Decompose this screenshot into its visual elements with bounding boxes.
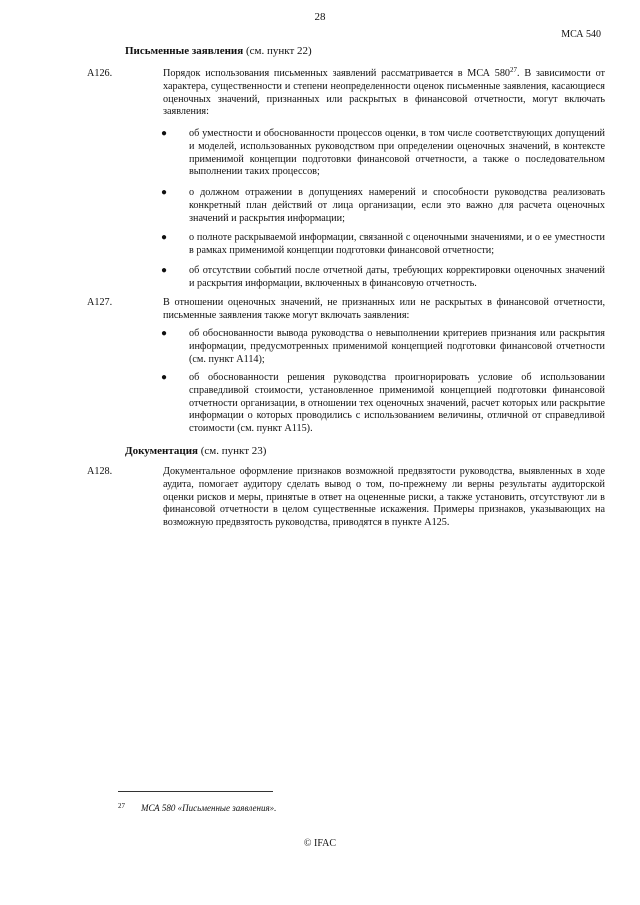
paragraph-number: А127. <box>87 297 113 308</box>
section-title: Документация <box>125 445 198 457</box>
list-item: ● об уместности и обоснованности процессов оценки, в том числе соответствующих допущений и моделей, использованных руководством при определении оценочных значений, в контексте применимой концепции подготовки финансовой отчетности, а также о последовательном выполнении таких процессов; <box>161 128 605 178</box>
section-ref: (см. пункт 23) <box>197 445 267 457</box>
paragraph-number: А128. <box>87 466 113 477</box>
paragraph-text: Порядок использования письменных заявлений рассматривается в МСА $580^{27}$. В зависимости от характера, существенности и степени неопределенности оценок письменные заявления, касающиеся оценочных значений, признанных или раскрытых в финансовой отчетности, могут включать заявления: <box>163 66 605 118</box>
list-item: ● о должном отражении в допущениях намерений и способности руководства реализовать конкретный план действий от лица организации, если это важно для расчета оценочных значений и раскрытия информации; <box>161 187 605 224</box>
bullet-icon: ● <box>161 232 168 243</box>
paragraph-a128 <box>87 466 605 530</box>
standard-code: МСА 540 <box>561 29 601 40</box>
footnote-text: МСА 580 «Письменные заявления». <box>141 803 277 813</box>
bullet-icon: ● <box>161 372 168 383</box>
footnote-divider <box>118 791 273 792</box>
bullet-icon: ● <box>161 187 168 198</box>
bullet-icon: ● <box>161 128 168 139</box>
list-item: ● об обоснованности вывода руководства о невыполнении критериев признания или раскрытия информации, предусмотренных применимой концепцией подготовки финансовой отчетности (см. пункт А114); <box>161 328 605 365</box>
section-ref: (см. пункт 22) <box>243 45 312 57</box>
list-item: ● об обоснованности решения руководства проигнорировать условие об использовании справедливой стоимости, установленное применимой концепцией подготовки финансовой отчетности организации, в отношении тех оценочных значений, расчет которых или раскрытие информации о которых проводились с использованием величины, отличной от справедливой стоимости (см. пункт А115). <box>161 372 605 435</box>
copyright-footer: © IFAC <box>303 838 337 849</box>
bullet-icon: ● <box>161 328 168 339</box>
paragraph-text: Документальное оформление признаков возможной предвзятости руководства, выявленных в ходе аудита, помогает аудитору сделать вывод о том, по-прежнему ли верны результаты аудиторской оценки рисков и меры, принятые в ответ на оцененные риски, а также установить, отсутствуют ли в финансовой отчетности в целом существенные искажения. Примеры признаков, указывающих на возможную предвзятость руководства, приводятся в пункте А125. <box>163 466 605 529</box>
footnote-ref: 27 <box>510 66 518 74</box>
section-heading-written-representations <box>125 45 312 58</box>
paragraph-a127 <box>87 297 605 323</box>
footnote-mark: 27 <box>118 802 125 810</box>
paragraph-a126 <box>87 66 605 119</box>
list-item: ● о полноте раскрываемой информации, связанной с оценочными значениями, и о ее уместности в рамках применимой концепции подготовки финансовой отчетности; <box>161 232 605 256</box>
paragraph-number: А126. <box>87 68 113 79</box>
bullet-icon: ● <box>161 265 168 276</box>
section-title: Письменные заявления <box>125 45 244 57</box>
page-number: 28 <box>314 11 326 23</box>
list-item: ● об отсутствии событий после отчетной даты, требующих корректировки оценочных значений и раскрытия информации, включенных в финансовую отчетность. <box>161 265 605 289</box>
section-heading-documentation <box>125 445 266 458</box>
footnote <box>118 802 276 813</box>
paragraph-text: В отношении оценочных значений, не признанных или не раскрытых в финансовой отчетности, письменные заявления также могут включать заявления: <box>163 297 605 321</box>
